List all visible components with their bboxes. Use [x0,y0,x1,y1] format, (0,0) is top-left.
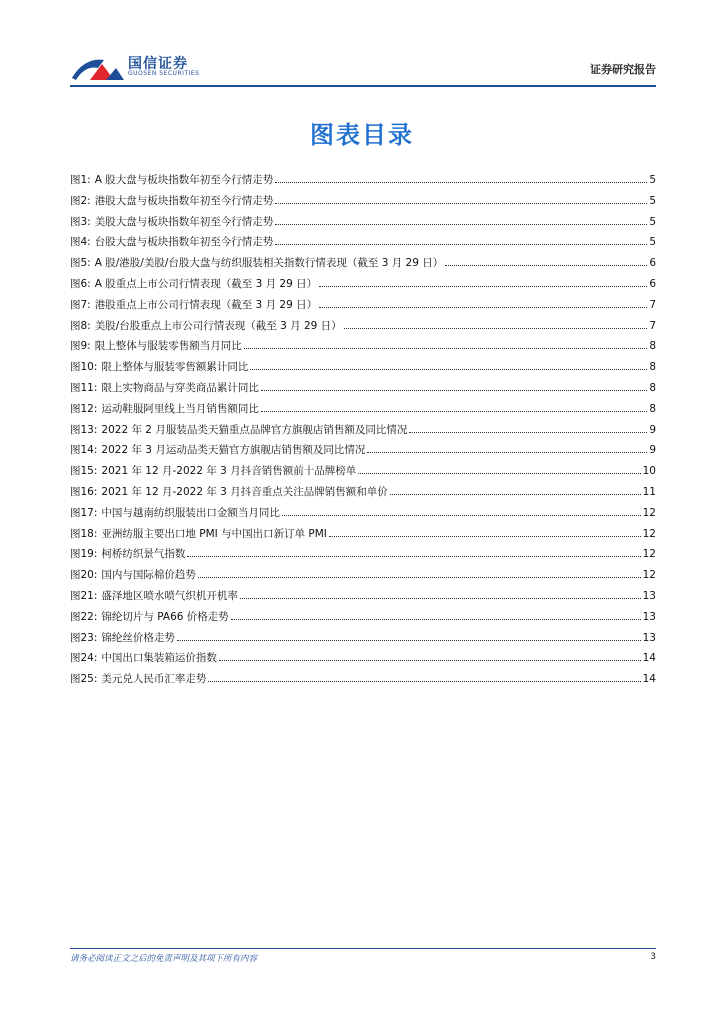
toc-entry-page: 9 [649,444,656,457]
toc-entry[interactable] [70,524,656,545]
toc-entry[interactable] [70,628,656,649]
toc-dot-leader [261,411,647,412]
toc-entry-title: A 股大盘与板块指数年初至今行情走势 [94,174,274,186]
toc-entry-page: 7 [649,319,656,332]
toc-dot-leader [409,432,647,433]
toc-dot-leader [282,515,641,516]
toc-entry-label: 图11: [70,381,98,394]
toc-entry[interactable] [70,544,656,565]
toc-entry-label: 图12: [70,402,98,415]
toc-entry-page: 14 [642,652,656,665]
toc-entry-page: 13 [642,610,656,623]
toc-entry-label: 图22: [70,610,98,623]
toc-entry-title: 国内与国际棉价趋势 [101,569,196,582]
toc-entry-title: 柯桥纺织景气指数 [101,548,186,561]
toc-entry-title: 盛泽地区喷水喷气织机开机率 [101,589,238,602]
toc-entry-title: 限上实物商品与穿类商品累计同比 [101,381,259,394]
header-divider [70,85,656,87]
toc-entry-label: 图5: [70,257,91,270]
toc-dot-leader [344,328,648,329]
toc-dot-leader [319,307,647,308]
toc-entry-page: 7 [649,298,656,311]
toc-entry[interactable] [70,440,656,461]
toc-dot-leader [367,452,647,453]
toc-list [70,170,656,690]
toc-entry[interactable] [70,253,656,274]
toc-dot-leader [390,494,641,495]
toc-entry[interactable] [70,336,656,357]
toc-entry[interactable] [70,565,656,586]
toc-entry[interactable] [70,274,656,295]
toc-entry-label: 图18: [70,527,98,540]
toc-dot-leader [261,390,647,391]
toc-entry-label: 图25: [70,673,98,686]
toc-entry-title: 美股大盘与板块指数年初至今行情走势 [94,215,274,228]
toc-entry-label: 图9: [70,340,91,353]
toc-entry[interactable] [70,232,656,253]
toc-entry-title: 限上整体与服装零售额累计同比 [101,361,249,374]
toc-entry[interactable] [70,378,656,399]
footer-divider [70,948,656,949]
toc-entry-page: 6 [649,257,656,270]
toc-entry-page: 9 [649,423,656,436]
toc-entry-page: 14 [642,673,656,686]
toc-entry-label: 图2: [70,194,91,207]
toc-entry-label: 图21: [70,589,98,602]
toc-entry-page: 5 [649,236,656,249]
toc-entry-label: 图17: [70,506,98,519]
toc-entry[interactable] [70,316,656,337]
toc-entry-page: 12 [642,569,656,582]
toc-entry-title: 锦纶丝价格走势 [101,631,175,644]
toc-entry-title: 中国与越南纺织服装出口金额当月同比 [101,506,280,519]
toc-entry-label: 图7: [70,298,91,311]
toc-entry-title: 2021 年 12 月-2022 年 3 月抖音销售额前十品牌榜单 [101,465,357,478]
toc-entry[interactable] [70,170,656,191]
toc-entry-label: 图10: [70,361,98,374]
toc-dot-leader [250,369,647,370]
toc-dot-leader [198,577,641,578]
toc-dot-leader [231,619,641,620]
toc-dot-leader [275,244,647,245]
toc-entry-title: 2021 年 12 月-2022 年 3 月抖音重点关注品牌销售额和单价 [101,485,388,498]
toc-entry-page: 11 [642,485,656,498]
toc-entry[interactable] [70,191,656,212]
toc-entry-page: 12 [642,548,656,561]
toc-dot-leader [445,265,647,266]
toc-entry-page: 13 [642,589,656,602]
toc-entry-title: 限上整体与服装零售额当月同比 [94,340,242,353]
toc-entry-title: A 股重点上市公司行情表现（截至 3 月 29 日） [94,277,318,290]
toc-entry-page: 8 [649,381,656,394]
toc-dot-leader [240,598,641,599]
toc-entry-page: 12 [642,527,656,540]
toc-entry-page: 5 [649,215,656,228]
toc-entry[interactable] [70,212,656,233]
toc-entry-title: 美股/台股重点上市公司行情表现（截至 3 月 29 日） [94,319,342,332]
toc-entry-title: 港股重点上市公司行情表现（截至 3 月 29 日） [94,298,318,311]
toc-heading: 图表目录 [310,121,414,149]
toc-entry-label: 图16: [70,485,98,498]
toc-entry-label: 图4: [70,236,91,249]
toc-dot-leader [275,203,647,204]
toc-entry[interactable] [70,420,656,441]
toc-dot-leader [275,224,647,225]
toc-entry-page: 5 [649,174,656,186]
toc-entry-label: 图13: [70,423,98,436]
toc-entry[interactable] [70,295,656,316]
toc-entry-page: 8 [649,361,656,374]
logo-text-cn: 国信证券 [128,56,188,72]
toc-entry-title: 港股大盘与板块指数年初至今行情走势 [94,194,274,207]
toc-entry-page: 6 [649,277,656,290]
toc-entry-page: 12 [642,506,656,519]
toc-entry-title: 锦纶切片与 PA66 价格走势 [101,610,229,623]
toc-entry-label: 图6: [70,277,91,290]
toc-entry-label: 图1: [70,174,91,186]
page-header [70,50,656,86]
toc-dot-leader [208,681,640,682]
toc-entry-label: 图20: [70,569,98,582]
toc-entry-title: A 股/港股/美股/台股大盘与纺织服装相关指数行情表现（截至 3 月 29 日） [94,257,444,270]
toc-entry-label: 图24: [70,652,98,665]
toc-entry[interactable] [70,586,656,607]
toc-entry-page: 13 [642,631,656,644]
toc-entry-label: 图23: [70,631,98,644]
toc-entry-page: 5 [649,194,656,207]
toc-entry-title: 中国出口集装箱运价指数 [101,652,217,665]
toc-entry-page: 8 [649,402,656,415]
toc-entry-label: 图15: [70,465,98,478]
toc-entry-title: 2022 年 2 月服装品类天猫重点品牌官方旗舰店销售额及同比情况 [101,423,408,436]
toc-entry[interactable] [70,399,656,420]
toc-dot-leader [358,473,640,474]
toc-entry-page: 8 [649,340,656,353]
toc-entry[interactable] [70,669,656,690]
toc-entry-title: 运动鞋服阿里线上当月销售额同比 [101,402,259,415]
toc-dot-leader [219,660,641,661]
disclaimer-note: 请务必阅读正文之后的免责声明及其项下所有内容 [70,954,258,964]
toc-dot-leader [244,348,648,349]
logo-text-en: GUOSEN SECURITIES [128,70,200,77]
toc-entry-page: 10 [642,465,656,478]
toc-entry-title: 美元兑人民币汇率走势 [101,673,207,686]
toc-dot-leader [275,182,647,183]
toc-entry[interactable] [70,482,656,503]
toc-entry-title: 台股大盘与板块指数年初至今行情走势 [94,236,274,249]
toc-entry-title: 亚洲纺服主要出口地 PMI 与中国出口新订单 PMI [101,527,327,540]
page-number: 3 [650,952,656,962]
guosen-logo-icon [70,54,124,84]
report-type-label: 证券研究报告 [590,63,656,76]
toc-entry-title: 2022 年 3 月运动品类天猫官方旗舰店销售额及同比情况 [101,444,366,457]
toc-entry-label: 图3: [70,215,91,228]
toc-dot-leader [187,556,640,557]
toc-entry[interactable] [70,503,656,524]
toc-entry[interactable] [70,648,656,669]
toc-dot-leader [319,286,647,287]
toc-dot-leader [177,640,641,641]
toc-entry[interactable] [70,357,656,378]
toc-dot-leader [329,536,641,537]
toc-entry-label: 图19: [70,548,98,561]
toc-entry[interactable] [70,607,656,628]
toc-entry-label: 图8: [70,319,91,332]
toc-entry-label: 图14: [70,444,98,457]
toc-entry[interactable] [70,461,656,482]
